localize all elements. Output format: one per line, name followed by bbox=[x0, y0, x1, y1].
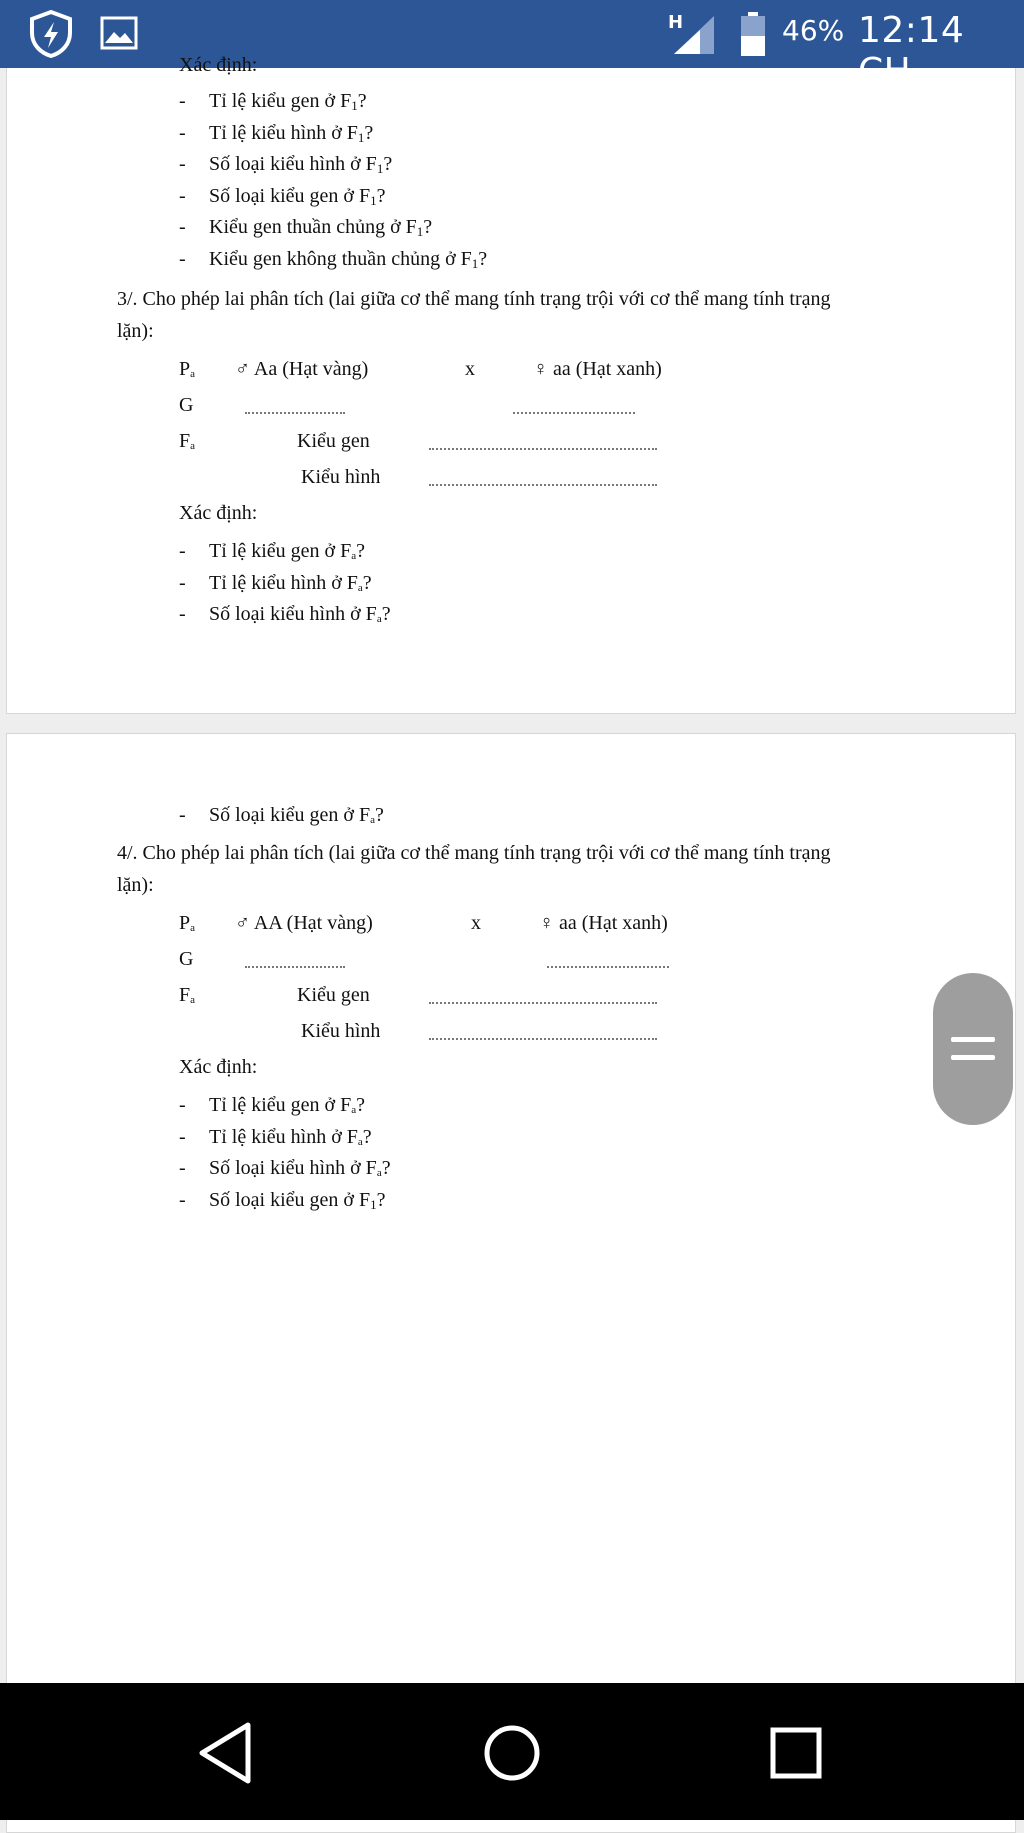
q4-intro-line1: 4/. Cho phép lai phân tích (lai giữa cơ thể mang tính trạng trội với cơ thể mang tính trạng bbox=[117, 842, 831, 864]
list-dash: - bbox=[179, 247, 186, 270]
list-dash: - bbox=[179, 540, 186, 562]
list-item: Số loại kiểu hình ở Fa? bbox=[209, 1157, 391, 1179]
battery-percent: 46% bbox=[782, 14, 845, 47]
status-bar bbox=[0, 0, 1024, 68]
list-dash: - bbox=[179, 1125, 186, 1148]
scroll-grip-line bbox=[951, 1037, 995, 1042]
fast-scroll-thumb[interactable] bbox=[933, 973, 1013, 1125]
list-dash: - bbox=[179, 1094, 186, 1116]
list-dash: - bbox=[179, 603, 186, 625]
list-dash: - bbox=[179, 153, 186, 175]
q3-male-parent: ♂ Aa (Hạt vàng) bbox=[235, 358, 369, 380]
clock: 12:14 bbox=[858, 10, 965, 51]
recents-icon[interactable] bbox=[756, 1713, 836, 1793]
q4-genotype-label: Kiểu gen bbox=[297, 984, 370, 1006]
q4-genotype-blank bbox=[429, 1002, 657, 1004]
list-dash: - bbox=[179, 571, 186, 594]
list-item: Số loại kiểu gen ở F1? bbox=[209, 1188, 386, 1212]
scroll-grip-line bbox=[951, 1055, 995, 1060]
image-icon bbox=[100, 16, 138, 50]
q4-g-blank-left bbox=[245, 966, 345, 968]
q3-g-label: G bbox=[179, 394, 194, 416]
list-item: Tỉ lệ kiểu hình ở F1? bbox=[209, 121, 374, 145]
q4-f-label: Fa bbox=[179, 984, 196, 1006]
q4-g-blank-right bbox=[547, 966, 669, 968]
q3-phenotype-label: Kiểu hình bbox=[301, 466, 381, 488]
q4-determine: Xác định: bbox=[179, 1056, 258, 1078]
list-dash: - bbox=[179, 1188, 186, 1211]
q4-female-parent: ♀ aa (Hạt xanh) bbox=[539, 912, 668, 934]
document-page-1 bbox=[6, 54, 1016, 714]
navigation-bar bbox=[0, 1683, 1024, 1820]
q3-g-blank-left bbox=[245, 412, 345, 414]
q4-phenotype-label: Kiểu hình bbox=[301, 1020, 381, 1042]
q3-female-parent: ♀ aa (Hạt xanh) bbox=[533, 358, 662, 380]
cut-header: Xác định: bbox=[179, 54, 258, 76]
list-item: Kiểu gen thuần chủng ở F1? bbox=[209, 216, 433, 239]
battery-icon bbox=[740, 12, 766, 56]
q3-g-blank-right bbox=[513, 412, 635, 414]
list-item: Số loại kiểu gen ở F1? bbox=[209, 184, 386, 208]
list-item: Tỉ lệ kiểu gen ở Fa? bbox=[209, 540, 365, 562]
list-dash: - bbox=[179, 1157, 186, 1179]
carry-over-item: Số loại kiểu gen ở Fa? bbox=[209, 804, 384, 826]
shield-bolt-icon bbox=[26, 9, 76, 59]
q3-p-label: Pa bbox=[179, 358, 196, 380]
list-item: Tỉ lệ kiểu hình ở Fa? bbox=[209, 1125, 372, 1148]
list-item: Số loại kiểu hình ở F1? bbox=[209, 153, 393, 176]
q4-cross-sign: x bbox=[471, 912, 481, 934]
list-dash: - bbox=[179, 121, 186, 144]
q3-genotype-blank bbox=[429, 448, 657, 450]
list-dash: - bbox=[179, 804, 186, 826]
q3-f-label: Fa bbox=[179, 430, 196, 452]
q4-male-parent: ♂ AA (Hạt vàng) bbox=[235, 912, 373, 934]
q4-phenotype-blank bbox=[429, 1038, 657, 1040]
list-item: Tỉ lệ kiểu hình ở Fa? bbox=[209, 571, 372, 594]
signal-icon bbox=[672, 14, 716, 56]
list-item: Tỉ lệ kiểu gen ở Fa? bbox=[209, 1094, 365, 1116]
network-type: H bbox=[668, 12, 684, 33]
list-dash: - bbox=[179, 184, 186, 207]
home-icon[interactable] bbox=[472, 1713, 552, 1793]
q3-cross-sign: x bbox=[465, 358, 475, 380]
q4-p-label: Pa bbox=[179, 912, 196, 934]
list-dash: - bbox=[179, 216, 186, 238]
back-icon[interactable] bbox=[188, 1713, 268, 1793]
q3-intro-line2: lặn): bbox=[117, 320, 154, 342]
q3-determine: Xác định: bbox=[179, 502, 258, 524]
list-item: Số loại kiểu hình ở Fa? bbox=[209, 603, 391, 625]
q3-intro-line1: 3/. Cho phép lai phân tích (lai giữa cơ thể mang tính trạng trội với cơ thể mang tính trạng bbox=[117, 288, 831, 310]
q3-phenotype-blank bbox=[429, 484, 657, 486]
q4-intro-line2: lặn): bbox=[117, 874, 154, 896]
list-item: Tỉ lệ kiểu gen ở F1? bbox=[209, 90, 367, 113]
q3-genotype-label: Kiểu gen bbox=[297, 430, 370, 452]
list-item: Kiểu gen không thuần chủng ở F1? bbox=[209, 247, 488, 271]
document-page-2 bbox=[6, 733, 1016, 1833]
q4-g-label: G bbox=[179, 948, 194, 970]
list-dash: - bbox=[179, 90, 186, 112]
